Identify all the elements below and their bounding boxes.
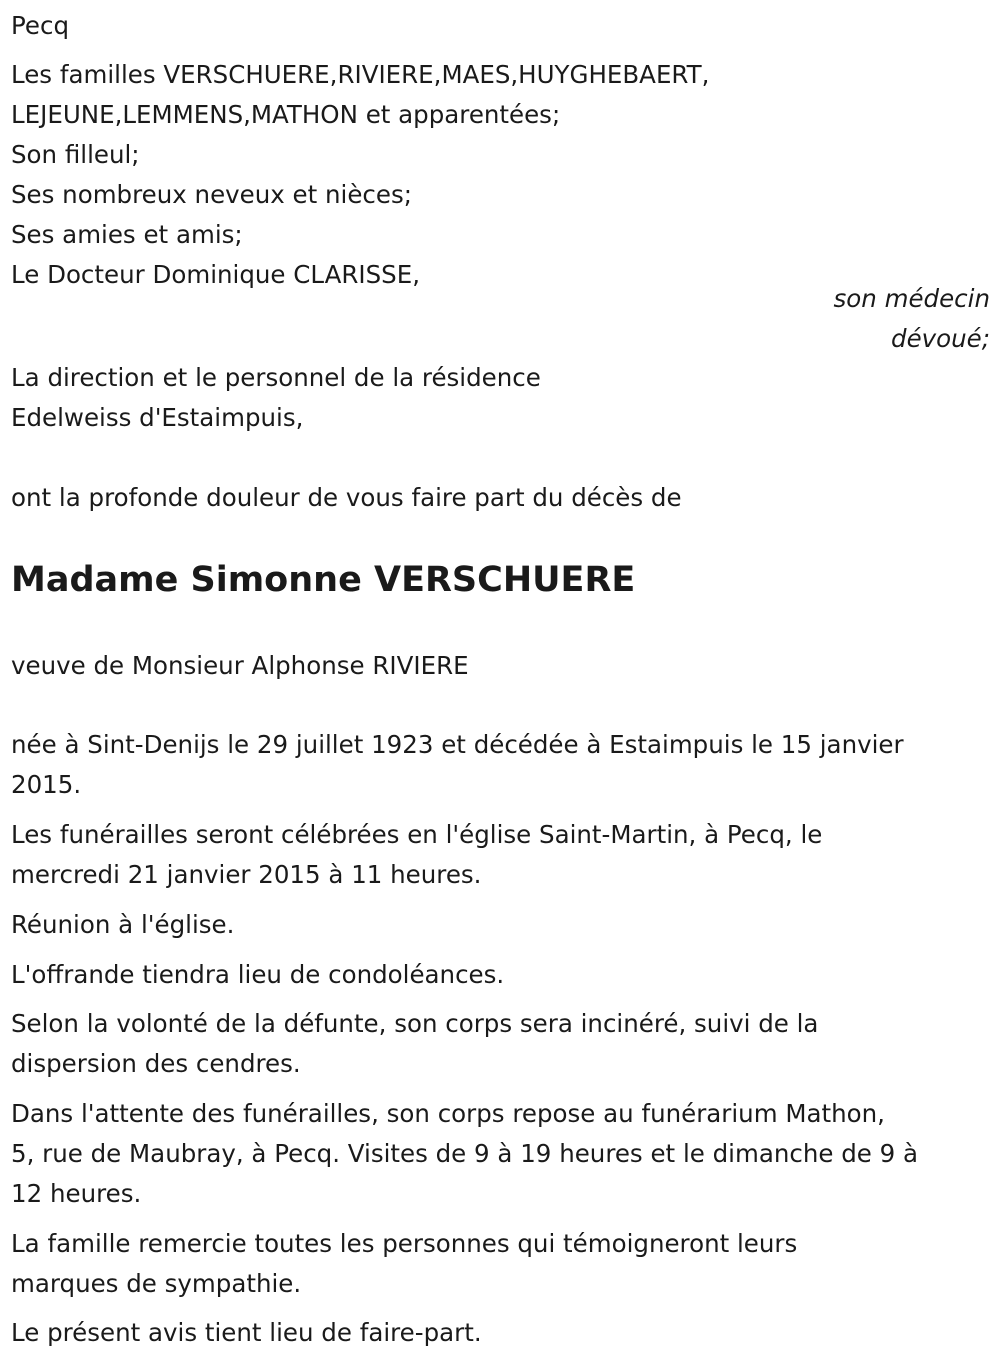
- relative-doctor: Le Docteur Dominique CLARISSE,: [11, 260, 420, 289]
- notice-closing: Le présent avis tient lieu de faire-part.: [11, 1318, 482, 1347]
- funerarium-line-3: 12 heures.: [11, 1179, 142, 1208]
- birth-death-line-2: 2015.: [11, 770, 82, 799]
- doctor-role-line-1: son médecin: [833, 284, 990, 313]
- families-line-1: Les familles VERSCHUERE,RIVIERE,MAES,HUYGHEBAERT,: [11, 60, 710, 89]
- families-line-2: LEJEUNE,LEMMENS,MATHON et apparentées;: [11, 100, 561, 129]
- thanks-line-1: La famille remercie toutes les personnes qui témoigneront leurs: [11, 1229, 798, 1258]
- meeting-place: Réunion à l'église.: [11, 910, 235, 939]
- thanks-line-2: marques de sympathie.: [11, 1269, 302, 1298]
- relative-nephews-nieces: Ses nombreux neveux et nièces;: [11, 180, 412, 209]
- location: Pecq: [11, 11, 69, 40]
- widow-of: veuve de Monsieur Alphonse RIVIERE: [11, 651, 469, 680]
- cremation-line-2: dispersion des cendres.: [11, 1049, 301, 1078]
- relative-godson: Son filleul;: [11, 140, 140, 169]
- relative-friends: Ses amies et amis;: [11, 220, 243, 249]
- announcement: ont la profonde douleur de vous faire part du décès de: [11, 483, 682, 512]
- residence-line-2: Edelweiss d'Estaimpuis,: [11, 403, 304, 432]
- funeral-line-2: mercredi 21 janvier 2015 à 11 heures.: [11, 860, 482, 889]
- funerarium-line-1: Dans l'attente des funérailles, son corps repose au funérarium Mathon,: [11, 1099, 885, 1128]
- deceased-name: Madame Simonne VERSCHUERE: [11, 560, 636, 600]
- funeral-line-1: Les funérailles seront célébrées en l'église Saint-Martin, à Pecq, le: [11, 820, 823, 849]
- cremation-line-1: Selon la volonté de la défunte, son corps sera incinéré, suivi de la: [11, 1009, 819, 1038]
- birth-death-line-1: née à Sint-Denijs le 29 juillet 1923 et décédée à Estaimpuis le 15 janvier: [11, 730, 904, 759]
- residence-line-1: La direction et le personnel de la résidence: [11, 363, 541, 392]
- offering-note: L'offrande tiendra lieu de condoléances.: [11, 960, 505, 989]
- funerarium-line-2: 5, rue de Maubray, à Pecq. Visites de 9 à 19 heures et le dimanche de 9 à: [11, 1139, 919, 1168]
- doctor-role-line-2: dévoué;: [891, 324, 990, 353]
